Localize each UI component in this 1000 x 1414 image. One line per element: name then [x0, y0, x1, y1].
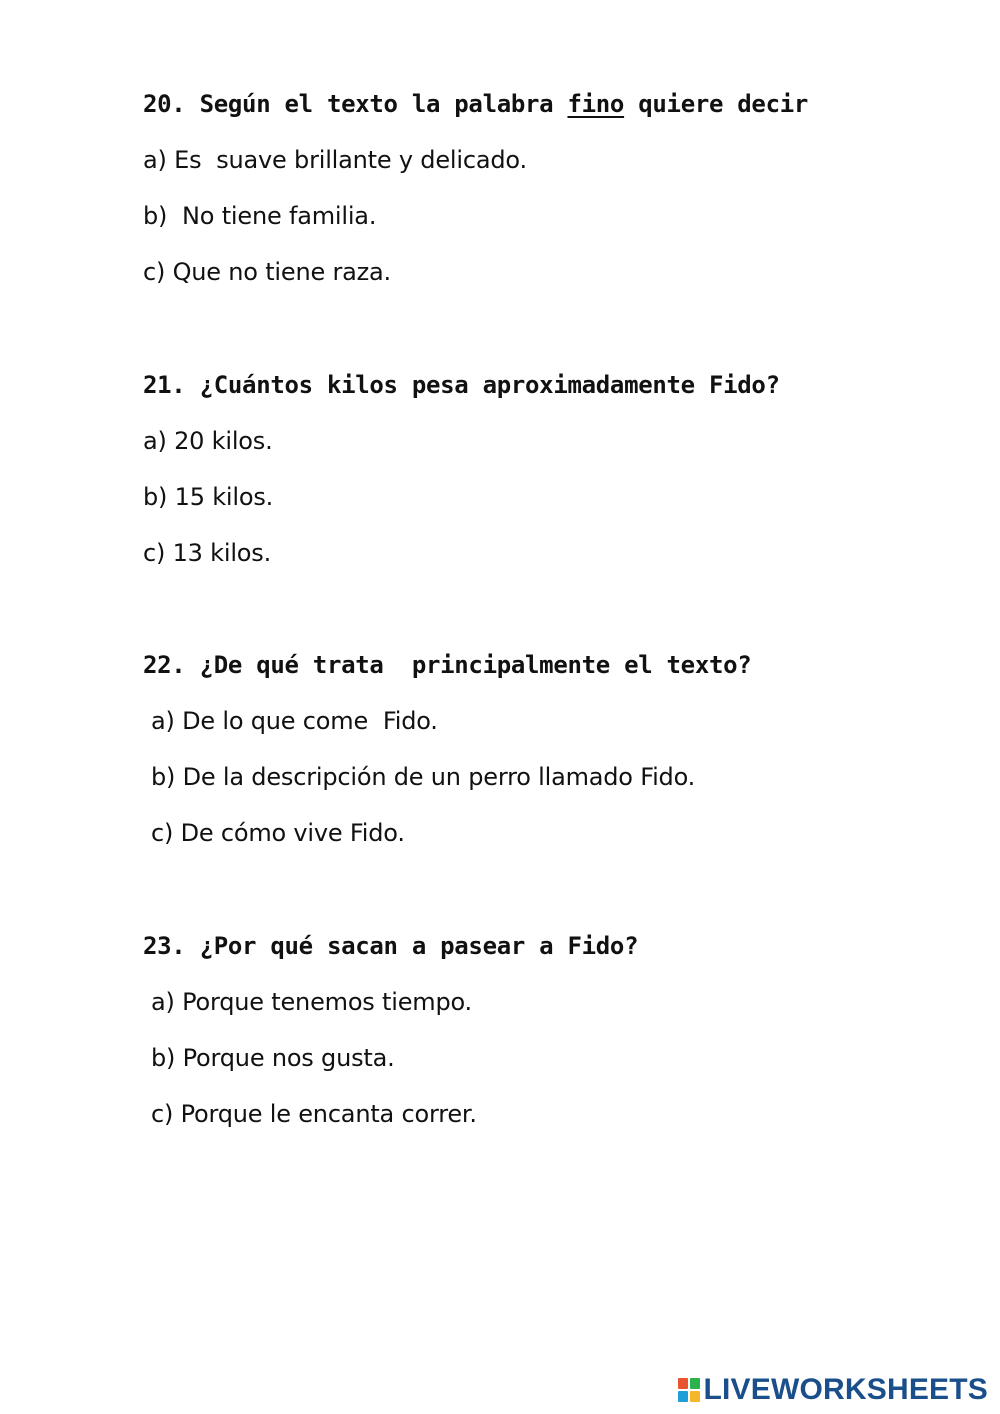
answer-option-c[interactable]: c) De cómo vive Fido. [151, 819, 405, 847]
question-20 [143, 88, 963, 288]
question-title-start: 20. Según el texto la palabra [143, 90, 568, 118]
liveworksheets-brand[interactable] [678, 1372, 989, 1408]
answer-option-c[interactable]: c) Porque le encanta correr. [151, 1100, 477, 1128]
logo-tile-icon [678, 1378, 688, 1389]
question-21 [143, 369, 963, 569]
answer-option-b[interactable]: b) Porque nos gusta. [151, 1044, 395, 1072]
logo-tile-icon [690, 1378, 700, 1389]
question-title [143, 88, 963, 120]
logo-tile-icon [678, 1391, 688, 1402]
answer-option-c[interactable]: c) Que no tiene raza. [143, 258, 391, 286]
answer-option-a[interactable]: a) De lo que come Fido. [151, 707, 438, 735]
brand-name: LIVEWORKSHEETS [703, 1373, 988, 1406]
question-22 [143, 649, 963, 849]
answer-option-a[interactable]: a) 20 kilos. [143, 427, 273, 455]
logo-tile-icon [690, 1391, 700, 1402]
question-title: 22. ¿De qué trata principalmente el texto? [143, 651, 752, 679]
answer-option-b[interactable]: b) 15 kilos. [143, 483, 274, 511]
question-title: 23. ¿Por qué sacan a pasear a Fido? [143, 932, 639, 960]
liveworksheets-logo-icon [678, 1378, 700, 1402]
answer-option-a[interactable]: a) Es suave brillante y delicado. [143, 146, 527, 174]
question-title-end: quiere decir [624, 90, 809, 118]
answer-option-c[interactable]: c) 13 kilos. [143, 539, 272, 567]
answer-option-b[interactable]: b) No tiene familia. [143, 202, 377, 230]
answer-option-a[interactable]: a) Porque tenemos tiempo. [151, 988, 472, 1016]
underlined-word: fino [567, 90, 625, 118]
question-23 [143, 930, 963, 1130]
answer-option-b[interactable]: b) De la descripción de un perro llamado Fido. [151, 763, 696, 791]
question-title: 21. ¿Cuántos kilos pesa aproximadamente Fido? [143, 371, 780, 399]
